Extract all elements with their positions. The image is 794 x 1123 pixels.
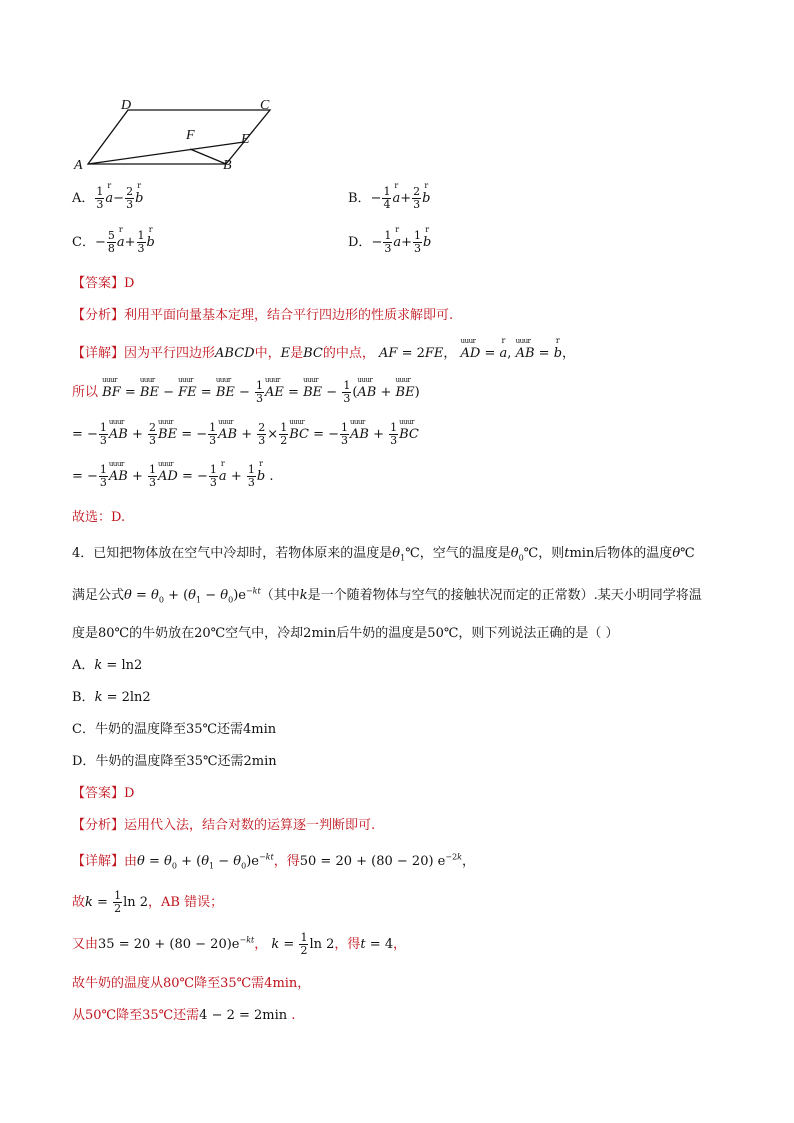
vertex-F: F xyxy=(186,128,195,143)
q4-line-k: 故k = $\frac{1}{2}$ ln 2，AB 错误； xyxy=(72,889,224,915)
q3-derivation-3: = − $\frac{1}{3}$ uuur AB + $\frac{1}{3}$ uuur AD = − $\frac{1}{3}$ r a + $\frac{1}{3}$ r b . xyxy=(72,464,273,489)
vertex-C: C xyxy=(260,98,270,113)
q3-option-c: C．− $\frac{5}{8}$ r a+ $\frac{1}{3}$ r b xyxy=(72,230,155,255)
vertex-B: B xyxy=(223,158,232,173)
q3-choose: 故选：D. xyxy=(72,510,126,525)
q4-option-b: B．k = 2ln2 xyxy=(72,690,151,705)
vertex-A: A xyxy=(74,158,83,173)
q4-analysis: 【分析】运用代入法，结合对数的运算逐一判断即可. xyxy=(72,818,376,833)
q4-line-milk: 故牛奶的温度从80℃降至35℃需4min， xyxy=(72,976,311,991)
q4-option-c: C．牛奶的温度降至35℃还需4min xyxy=(72,722,277,737)
q4-line-again: 又由$35 = 20 + (80 - 20)e^{-kt}$， k = $\frac{1}{2}$ ln 2，得t = 4， xyxy=(72,931,407,957)
q4-stem-line-3: 度是80℃的牛奶放在20℃空气中，冷却2min后牛奶的温度是50℃，则下列说法正确的是（ ） xyxy=(72,626,619,641)
q4-option-a: A．k = ln2 xyxy=(72,658,143,673)
q3-answer: 【答案】D xyxy=(72,276,135,291)
q3-option-b: B．− $\frac{1}{4}$ r a+ $\frac{2}{3}$ r b xyxy=(348,186,430,211)
q4-stem-line-1: 4．已知把物体放在空气中冷却时，若物体原来的温度是$\theta_1℃$，空气的温度是$\theta_0℃$，则tmin后物体的温度θ℃ xyxy=(72,546,695,563)
q3-analysis: 【分析】利用平面向量基本定理，结合平行四边形的性质求解即可. xyxy=(72,308,454,323)
q3-option-d: D．− $\frac{1}{3}$ r a+ $\frac{1}{3}$ r b xyxy=(348,230,431,255)
q4-stem-line-2: 满足公式$\theta = \theta_0 + (\theta_1 - \theta_0)e^{-kt}$（其中k是一个随着物体与空气的接触状况而定的正常数）.某天小明同学将温 xyxy=(72,586,702,605)
q4-detail: 【详解】由$\theta = \theta_0 + (\theta_1 - \theta_0)e^{-kt}$，得50 = 20 + (80 − 20) $e^{-2k}$， xyxy=(72,852,476,871)
q4-answer: 【答案】D xyxy=(72,786,135,801)
q3-detail: 【详解】因为平行四边形ABCD中，E是BC的中点， AF = 2FE， uuur AD = r a, uuur AB = r b， xyxy=(72,342,575,361)
vertex-E: E xyxy=(241,132,250,147)
q4-option-d: D．牛奶的温度降至35℃还需2min xyxy=(72,754,277,769)
q3-derivation-2: = − $\frac{1}{3}$ uuur AB + $\frac{2}{3}$ uuur BE = − $\frac{1}{3}$ uuur AB + $\frac{2}{3}$ × $\frac{1}{2}$ uuur BC = − $\frac{1}{3}$ uuur AB + $\frac{1}{3}$ uuur BC xyxy=(72,422,419,447)
parallelogram-figure xyxy=(70,96,290,178)
vertex-D: D xyxy=(121,98,132,113)
q3-derivation-1: 所以 uuur BF = uuur BE − uuur FE = uuur BE − $\frac{1}{3}$ uuur AE = uuur BE − $\frac{1}{3}$ (uuur AB + uuur BE) xyxy=(72,380,420,405)
q4-line-from: 从50℃降至35℃还需4 − 2 = 2min . xyxy=(72,1008,296,1023)
q3-option-a: A． $\frac{1}{3}$ r a− $\frac{2}{3}$ r b xyxy=(72,186,143,211)
